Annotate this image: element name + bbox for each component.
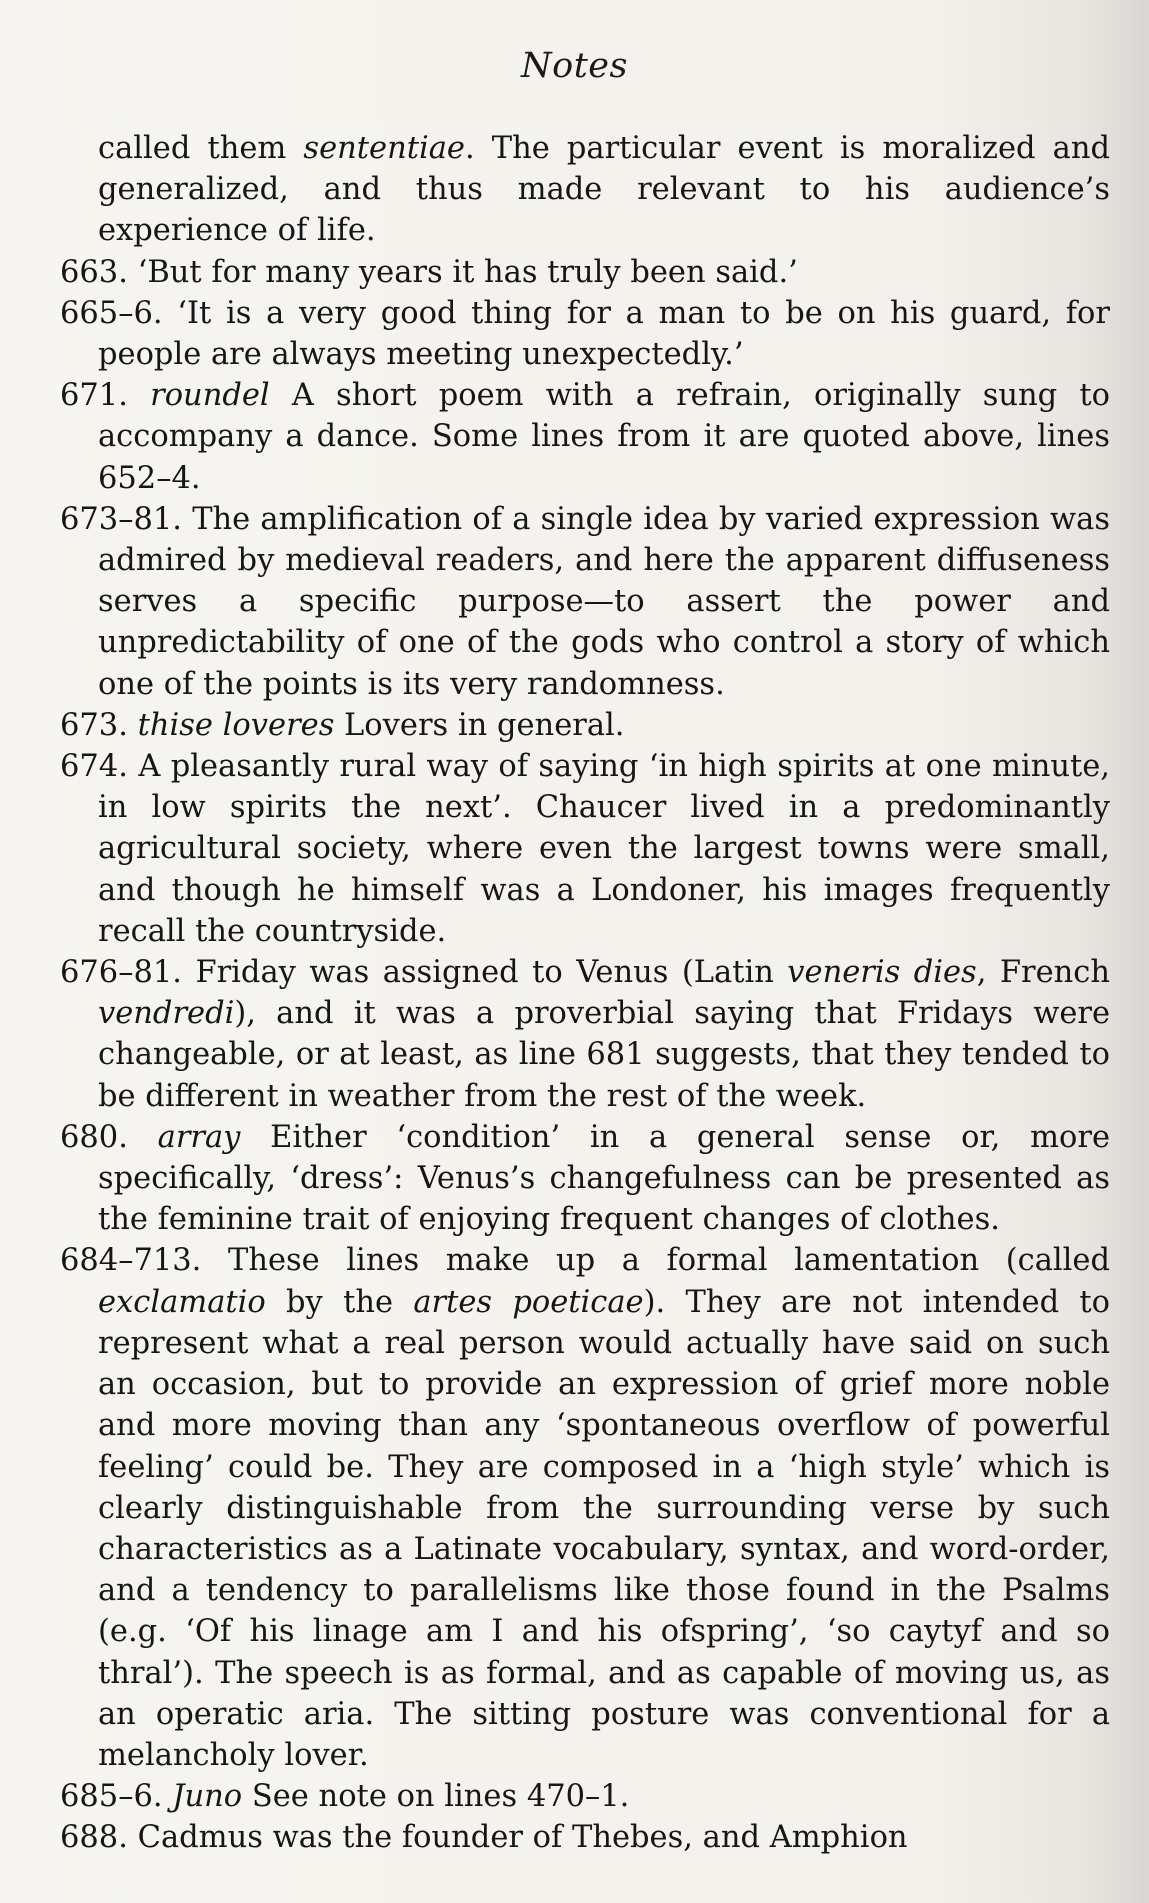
italic-term: artes poeticae [413,1284,644,1320]
line-reference: 684–713. [60,1243,202,1279]
note-text: A short poem with a refrain, originally sung to accompany a dance. Some lines from it are quoted above, lines 652–4. [98,378,1110,496]
note-text: ), and it was a proverbial saying that Fridays were changeable, or at least, as line 681 suggests, that they tended to be different in weather from the rest of the week. [98,996,1110,1114]
note-text: Lovers in general. [334,707,625,743]
note-text: ). They are not intended to represent what a real person would actually have said on such an occasion, but to provide an expression of grief more noble and more moving than any ‘spontaneous overflow of powerful feeling’ could be. They are composed in a ‘high style’ which is clearly distinguishable from the surrounding verse by such characteristics as a Latinate vocabulary, syntax, and word-order, and a tendency to parallelisms like those found in the Psalms (e.g. ‘Of his linage am I and his ofspring’, ‘so caytyf and so thral’). The speech is as formal, and as capable of moving us, as an operatic aria. The sitting posture was conventional for a melancholy lover. [98,1284,1111,1773]
note-entry [60,952,1110,1117]
line-reference: 673. [60,707,128,743]
note-entry [60,375,1110,499]
note-entry [60,705,1110,746]
note-text: by the [265,1284,414,1320]
italic-term: roundel [150,378,270,414]
line-reference: 671. [60,378,128,414]
note-text: Friday was assigned to Venus (Latin [195,955,788,991]
italic-term: thise loveres [137,707,335,743]
italic-term: vendredi [98,996,235,1032]
note-text: . The particular event is moralized and generalized, and thus made relevant to his audience’s experience of life. [98,131,1110,249]
italic-term: veneris dies [787,955,977,991]
note-text: ‘But for many years it has truly been said.’ [137,254,798,290]
note-entry [60,128,1110,252]
note-text: The amplification of a single idea by varied expression was admired by medieval readers, and here the apparent diffuseness serves a specific purpose—to assert the power and unpredictability of one of the gods who control a story of which one of the points is its very randomness. [98,501,1110,702]
italic-term: Juno [172,1779,243,1815]
note-text: Either ‘condition’ in a general sense or, more specifically, ‘dress’: Venus’s changefulness can be presented as the feminine trait of enjoying frequent changes of clothes. [98,1119,1111,1238]
note-entry [60,293,1110,375]
note-entry [60,1817,1110,1858]
note-entry [60,252,1110,293]
line-reference: 673–81. [60,501,182,537]
line-reference: 674. [60,749,128,785]
note-entry [60,1776,1110,1817]
line-reference: 663. [60,254,128,290]
italic-term: array [157,1119,241,1155]
line-reference: 685–6. [60,1779,163,1815]
note-text: called them [98,131,304,166]
note-entry [60,1117,1110,1241]
italic-term: sententiae [303,131,465,166]
notes-body [60,128,1110,1859]
note-entry [60,499,1110,705]
running-header: Notes [521,46,628,86]
note-text: , French [976,955,1110,991]
note-entry [60,746,1110,952]
note-text: Cadmus was the founder of Thebes, and Amphion [137,1820,908,1856]
note-text: ‘It is a very good thing for a man to be on his guard, for people are always meeting unexpectedly.’ [98,295,1110,373]
note-text: See note on lines 470–1. [242,1779,630,1815]
line-reference: 680. [60,1119,128,1155]
line-reference: 665–6. [60,295,163,331]
note-entry [60,1240,1110,1776]
line-reference: 688. [60,1820,128,1856]
italic-term: exclamatio [98,1284,266,1320]
note-text: A pleasantly rural way of saying ‘in high spirits at one minute, in low spirits the next’. Chaucer lived in a predominantly agricultural society, where even the largest towns were small, and though he himself was a Londoner, his images frequently recall the countryside. [98,749,1110,949]
note-text: These lines make up a formal lamentation (called [227,1243,1111,1279]
line-reference: 676–81. [60,955,182,991]
